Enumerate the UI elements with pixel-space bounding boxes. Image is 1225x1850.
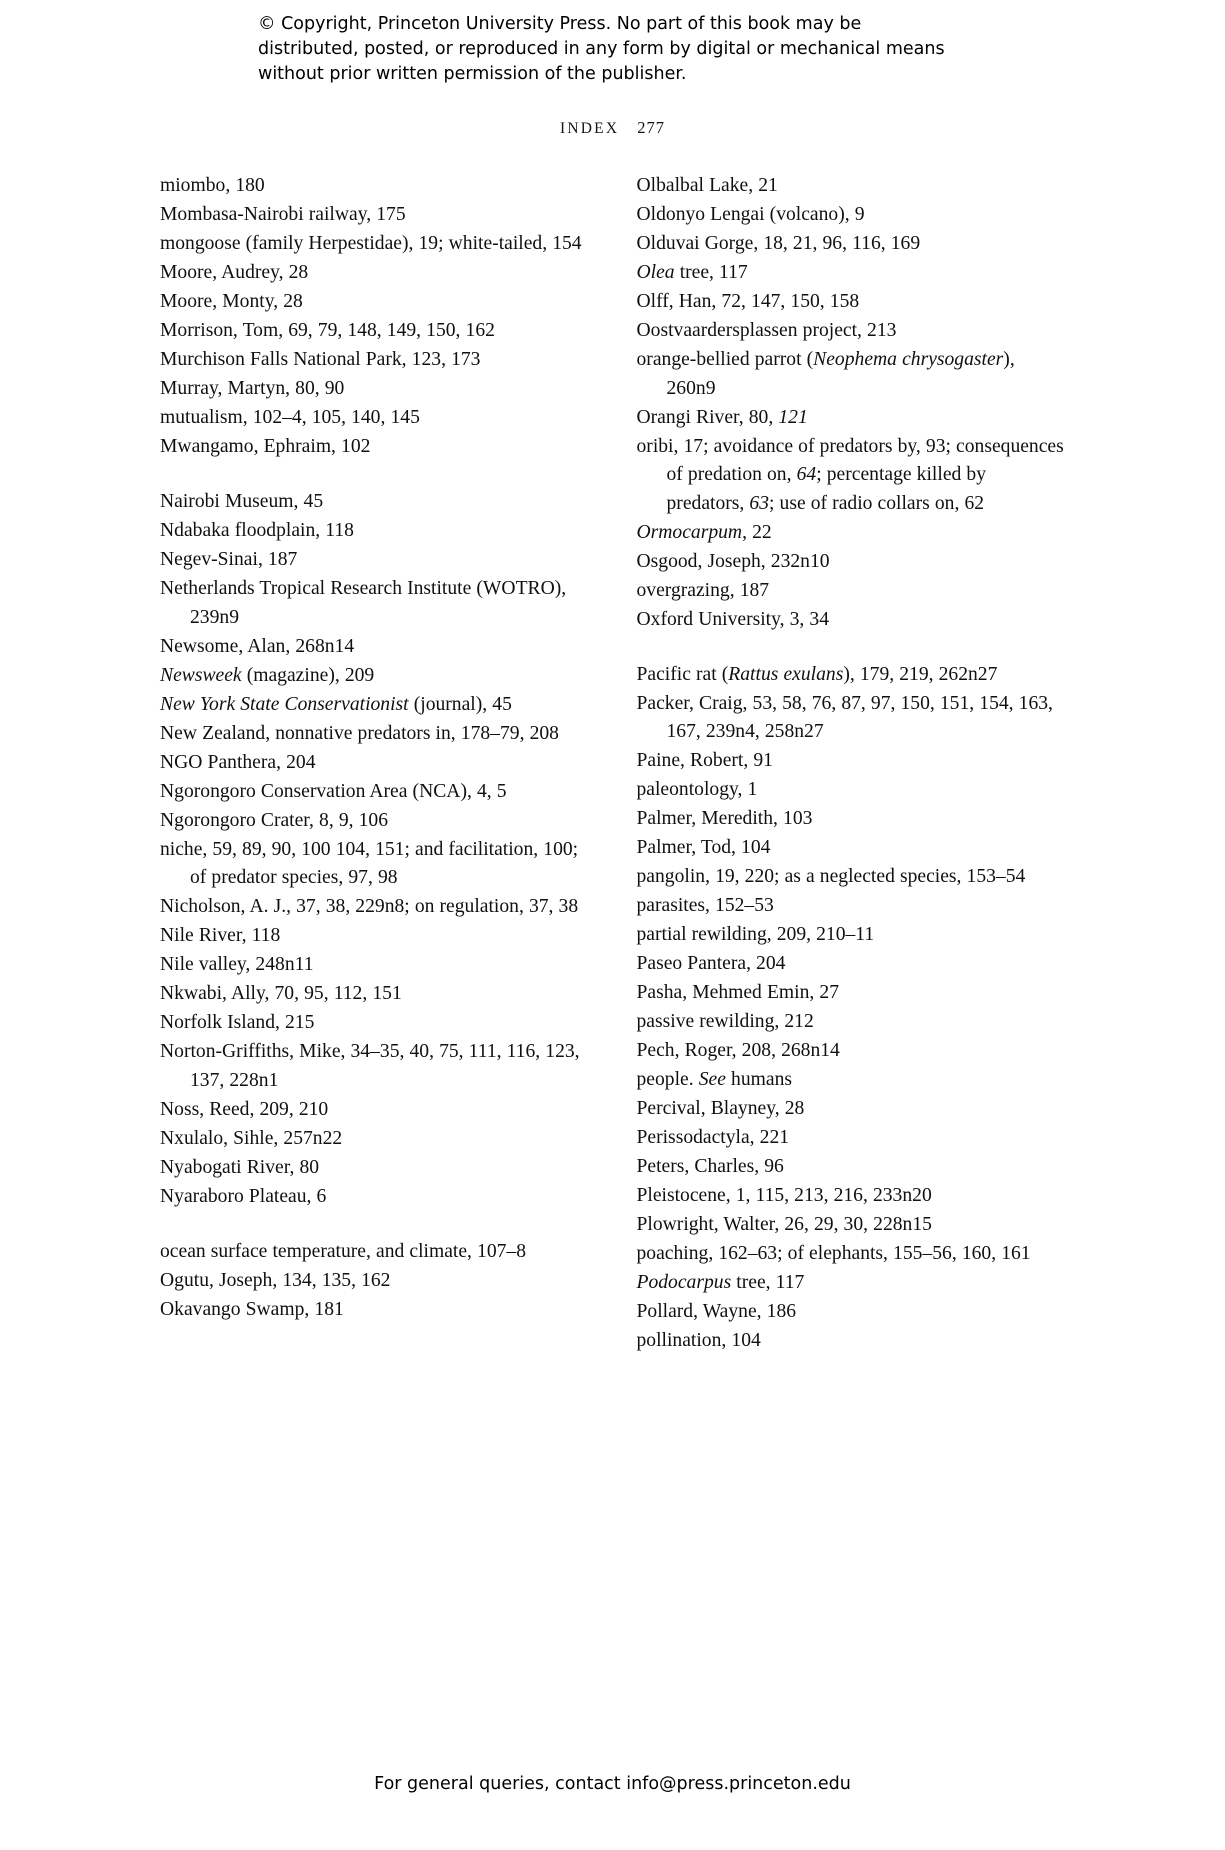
index-entry: Newsome, Alan, 268n14 (160, 635, 355, 657)
index-entry: Packer, Craig, 53, 58, 76, 87, 97, 150, 151, 154, 163, 167, 239n4, 258n27 (636, 692, 1053, 742)
index-entry: Morrison, Tom, 69, 79, 148, 149, 150, 162 (160, 320, 495, 341)
index-entry: Perissodactyla, 221 (636, 1127, 790, 1148)
index-entry: passive rewilding, 212 (636, 1011, 814, 1032)
index-entry: New York State Conservationist (journal), 45 (160, 693, 512, 715)
index-entry: Pollard, Wayne, 186 (636, 1301, 797, 1322)
index-entry: Percival, Blayney, 28 (636, 1098, 805, 1119)
index-entry: Newsweek (magazine), 209 (160, 664, 375, 686)
index-entry: Moore, Monty, 28 (160, 291, 303, 312)
index-entry: Olbalbal Lake, 21 (636, 175, 778, 196)
index-entry: pollination, 104 (636, 1330, 761, 1351)
index-entry: Palmer, Tod, 104 (636, 837, 771, 858)
index-entry: Murchison Falls National Park, 123, 173 (160, 349, 481, 370)
index-entry: Pleistocene, 1, 115, 213, 216, 233n20 (636, 1185, 932, 1206)
index-entry: Nyabogati River, 80 (160, 1156, 320, 1178)
index-entry: pangolin, 19, 220; as a neglected species, 153–54 (636, 866, 1026, 887)
index-entry: Ndabaka floodplain, 118 (160, 520, 354, 541)
index-entry: orange-bellied parrot (Neophema chrysogaster), 260n9 (636, 349, 1015, 399)
index-entry: Murray, Martyn, 80, 90 (160, 378, 345, 399)
index-entry: NGO Panthera, 204 (160, 751, 316, 773)
index-entry: Ngorongoro Conservation Area (NCA), 4, 5 (160, 780, 507, 802)
copyright-notice: © Copyright, Princeton University Press. No part of this book may be distributed, posted, or reproduced in any form by digital or mechanical means without prior written permission of the publisher. (258, 14, 945, 84)
running-head (0, 118, 1225, 138)
index-entry: Okavango Swamp, 181 (160, 1298, 344, 1320)
index-entry: Oxford University, 3, 34 (636, 608, 830, 630)
index-entry: Nile valley, 248n11 (160, 954, 314, 975)
index-entry: Mwangamo, Ephraim, 102 (160, 436, 371, 457)
index-entry: Pech, Roger, 208, 268n14 (636, 1040, 840, 1061)
index-entry: Nairobi Museum, 45 (160, 491, 324, 512)
index-entry: oribi, 17; avoidance of predators by, 93; consequences of predation on, 64; percentage killed by predators, 63; use of radio collars on, 62 (636, 435, 1064, 514)
index-entry: Plowright, Walter, 26, 29, 30, 228n15 (636, 1214, 932, 1235)
index-entry: Nile River, 118 (160, 925, 281, 946)
index-entry: mongoose (family Herpestidae), 19; white-tailed, 154 (160, 233, 582, 254)
index-entry: niche, 59, 89, 90, 100 104, 151; and facilitation, 100; of predator species, 97, 98 (160, 838, 579, 888)
index-entry: Netherlands Tropical Research Institute (WOTRO), 239n9 (160, 578, 567, 628)
index-entry: Nyaraboro Plateau, 6 (160, 1185, 327, 1207)
index-entry: Nkwabi, Ally, 70, 95, 112, 151 (160, 983, 402, 1004)
index-entry: Ormocarpum, 22 (636, 521, 772, 543)
index-column-right (637, 172, 1066, 1356)
index-entry: Oldonyo Lengai (volcano), 9 (636, 204, 865, 225)
index-entry: people. See humans (636, 1069, 792, 1090)
index-entry: ocean surface temperature, and climate, 107–8 (160, 1240, 527, 1262)
index-entry: Orangi River, 80, 121 (636, 406, 808, 428)
index-entry: New Zealand, nonnative predators in, 178–79, 208 (160, 722, 559, 744)
page-folio: 277 (637, 118, 665, 137)
index-entry: Osgood, Joseph, 232n10 (636, 550, 830, 572)
index-entry: parasites, 152–53 (636, 895, 774, 916)
index-entry: Peters, Charles, 96 (636, 1156, 784, 1177)
index-entry: Pacific rat (Rattus exulans), 179, 219, 262n27 (636, 663, 998, 685)
index-entry: Paine, Robert, 91 (636, 750, 773, 771)
index-entry: Olea tree, 117 (636, 262, 748, 283)
index-letter-gap (637, 635, 1066, 661)
index-entry: Nxulalo, Sihle, 257n22 (160, 1127, 343, 1149)
index-entry: Noss, Reed, 209, 210 (160, 1098, 329, 1120)
index-entry: Olff, Han, 72, 147, 150, 158 (636, 291, 860, 312)
index-entry: Negev-Sinai, 187 (160, 549, 298, 570)
index-entry: Paseo Pantera, 204 (636, 953, 786, 974)
index-column-left (160, 172, 589, 1356)
index-entry: partial rewilding, 209, 210–11 (636, 924, 875, 945)
index-entry: Olduvai Gorge, 18, 21, 96, 116, 169 (636, 233, 921, 254)
index-letter-gap (160, 462, 589, 488)
index-letter-gap (160, 1212, 589, 1238)
index-entry: Ogutu, Joseph, 134, 135, 162 (160, 1269, 391, 1291)
index-entry: Moore, Audrey, 28 (160, 262, 309, 283)
index-entry: paleontology, 1 (636, 779, 758, 800)
index-entry: poaching, 162–63; of elephants, 155–56, 160, 161 (636, 1243, 1031, 1264)
index-entry: Oostvaardersplassen project, 213 (636, 320, 897, 341)
index-entry: miombo, 180 (160, 175, 265, 196)
index-entry: Podocarpus tree, 117 (636, 1272, 805, 1293)
index-entry: Norton-Griffiths, Mike, 34–35, 40, 75, 111, 116, 123, 137, 228n1 (160, 1041, 580, 1091)
running-head-label: INDEX (560, 120, 620, 137)
page-footer: For general queries, contact info@press.princeton.edu (374, 1774, 851, 1794)
index-columns (160, 172, 1065, 1356)
index-entry: Ngorongoro Crater, 8, 9, 106 (160, 809, 389, 831)
index-entry: mutualism, 102–4, 105, 140, 145 (160, 407, 420, 428)
index-entry: Palmer, Meredith, 103 (636, 808, 813, 829)
index-entry: Norfolk Island, 215 (160, 1012, 315, 1033)
index-entry: overgrazing, 187 (636, 579, 770, 601)
index-entry: Pasha, Mehmed Emin, 27 (636, 982, 839, 1003)
index-entry: Mombasa-Nairobi railway, 175 (160, 204, 406, 225)
index-entry: Nicholson, A. J., 37, 38, 229n8; on regulation, 37, 38 (160, 896, 579, 917)
